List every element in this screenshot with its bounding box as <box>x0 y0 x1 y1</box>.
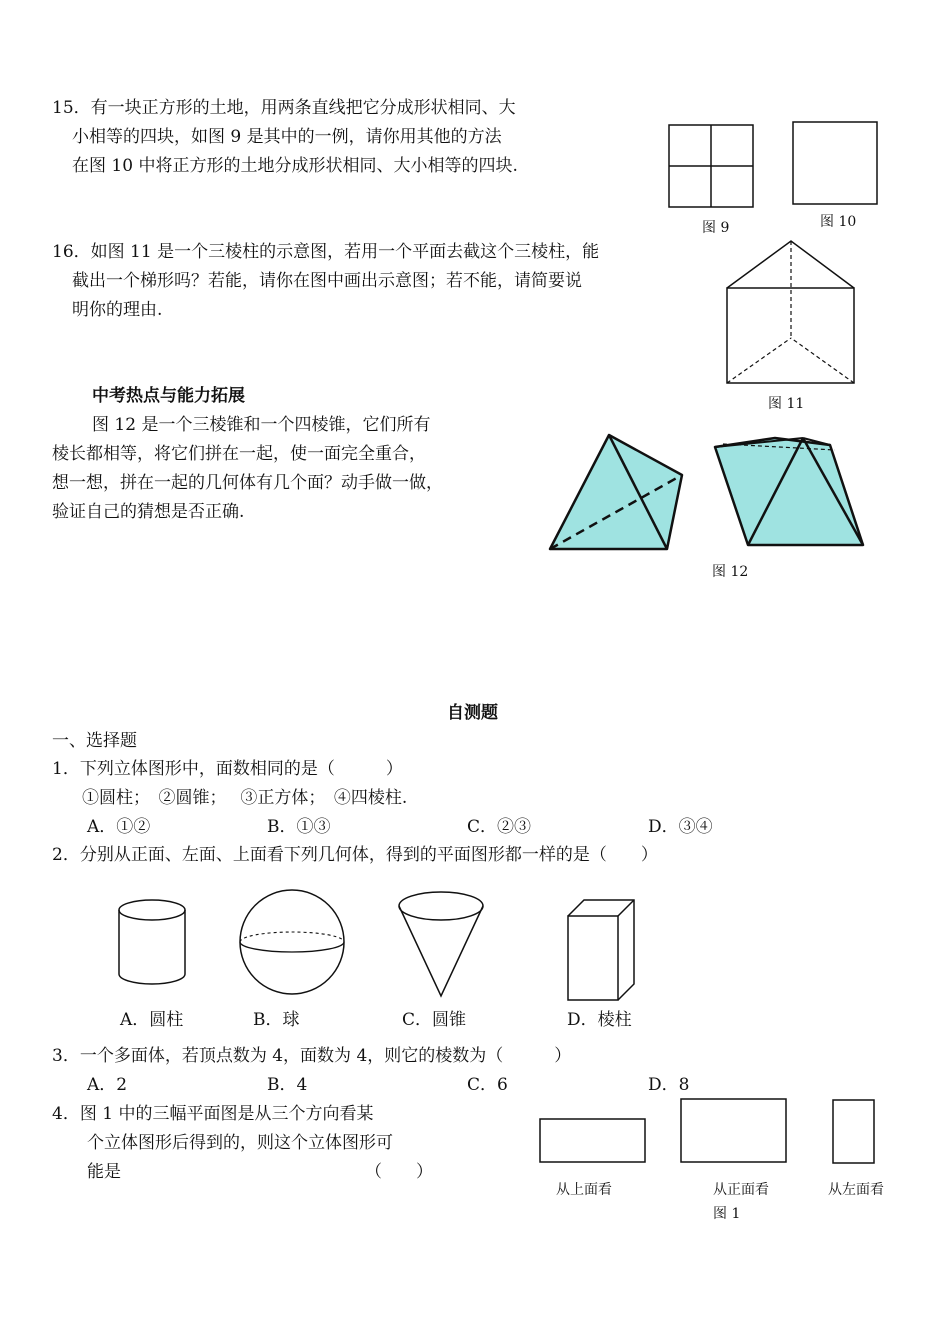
q16-line1: 16．如图 11 是一个三棱柱的示意图，若用一个平面去截这个三棱柱，能 <box>52 242 600 262</box>
fig1-caption: 图 1 <box>713 1206 741 1222</box>
q15-line2: 小相等的四块，如图 9 是其中的一例，请你用其他的方法 <box>72 127 502 147</box>
view-front-label: 从正面看 <box>713 1182 769 1198</box>
q4-line1: 4．图 1 中的三幅平面图是从三个方向看某 <box>52 1104 374 1124</box>
hotspot-line1: 图 12 是一个三棱锥和一个四棱锥，它们所有 <box>92 415 431 435</box>
view-top-rect <box>539 1118 647 1164</box>
figure-12-pyramids <box>545 430 870 555</box>
hotspot-line3: 想一想，拼在一起的几何体有几个面？动手做一做， <box>52 473 443 493</box>
view-left-rect <box>832 1099 876 1165</box>
q3-stem: 3．一个多面体，若顶点数为 4，面数为 4，则它的棱数为（ ） <box>52 1046 572 1066</box>
q3-option-c: C．6 <box>467 1075 508 1095</box>
q3-option-a: A．2 <box>87 1075 128 1095</box>
view-front-rect <box>680 1098 788 1164</box>
figure-9 <box>668 124 754 208</box>
q1-stem: 1．下列立体图形中，面数相同的是（ ） <box>52 759 403 779</box>
self-test-title: 自测题 <box>447 703 498 723</box>
sphere-figure <box>238 888 346 996</box>
view-left-label: 从左面看 <box>828 1182 884 1198</box>
q1-option-d: D．③④ <box>648 817 713 837</box>
fig12-caption: 图 12 <box>712 564 749 580</box>
q16-line2: 截出一个梯形吗？若能，请你在图中画出示意图；若不能，请简要说 <box>72 271 582 291</box>
q4-answer-paren: （ ） <box>365 1162 433 1182</box>
q1-option-a: A．①② <box>87 817 151 837</box>
figure-11-triangular-prism <box>724 238 858 388</box>
q2-stem: 2．分别从正面、左面、上面看下列几何体，得到的平面图形都一样的是（ ） <box>52 845 658 865</box>
hotspot-title: 中考热点与能力拓展 <box>92 386 245 406</box>
cone-figure <box>397 890 487 1000</box>
section-choice-title: 一、选择题 <box>52 731 137 751</box>
q2-option-a: A．圆柱 <box>120 1010 184 1030</box>
q15-line3: 在图 10 中将正方形的土地分成形状相同、大小相等的四块. <box>72 156 518 176</box>
prism-figure <box>566 898 638 1002</box>
hotspot-line4: 验证自己的猜想是否正确. <box>52 502 245 522</box>
figure-10 <box>792 121 878 205</box>
q4-line2: 个立体图形后得到的，则这个立体图形可 <box>87 1133 393 1153</box>
q15-line1: 15．有一块正方形的土地，用两条直线把它分成形状相同、大 <box>52 98 516 118</box>
q16-line3: 明你的理由. <box>72 300 163 320</box>
q3-option-b: B．4 <box>267 1075 308 1095</box>
q4-line3: 能是 <box>87 1162 121 1182</box>
fig11-caption: 图 11 <box>768 396 805 412</box>
hotspot-line2: 棱长都相等，将它们拼在一起，使一面完全重合， <box>52 444 426 464</box>
q1-option-c: C．②③ <box>467 817 532 837</box>
q2-option-d: D．棱柱 <box>567 1010 632 1030</box>
q2-option-b: B．球 <box>253 1010 300 1030</box>
fig9-caption: 图 9 <box>702 220 730 236</box>
q1-option-b: B．①③ <box>267 817 331 837</box>
q1-items: ①圆柱； ②圆锥； ③正方体； ④四棱柱. <box>82 788 408 808</box>
view-top-label: 从上面看 <box>556 1182 612 1198</box>
fig10-caption: 图 10 <box>820 214 857 230</box>
q3-option-d: D．8 <box>648 1075 690 1095</box>
cylinder-figure <box>117 898 187 988</box>
q2-option-c: C．圆锥 <box>402 1010 467 1030</box>
